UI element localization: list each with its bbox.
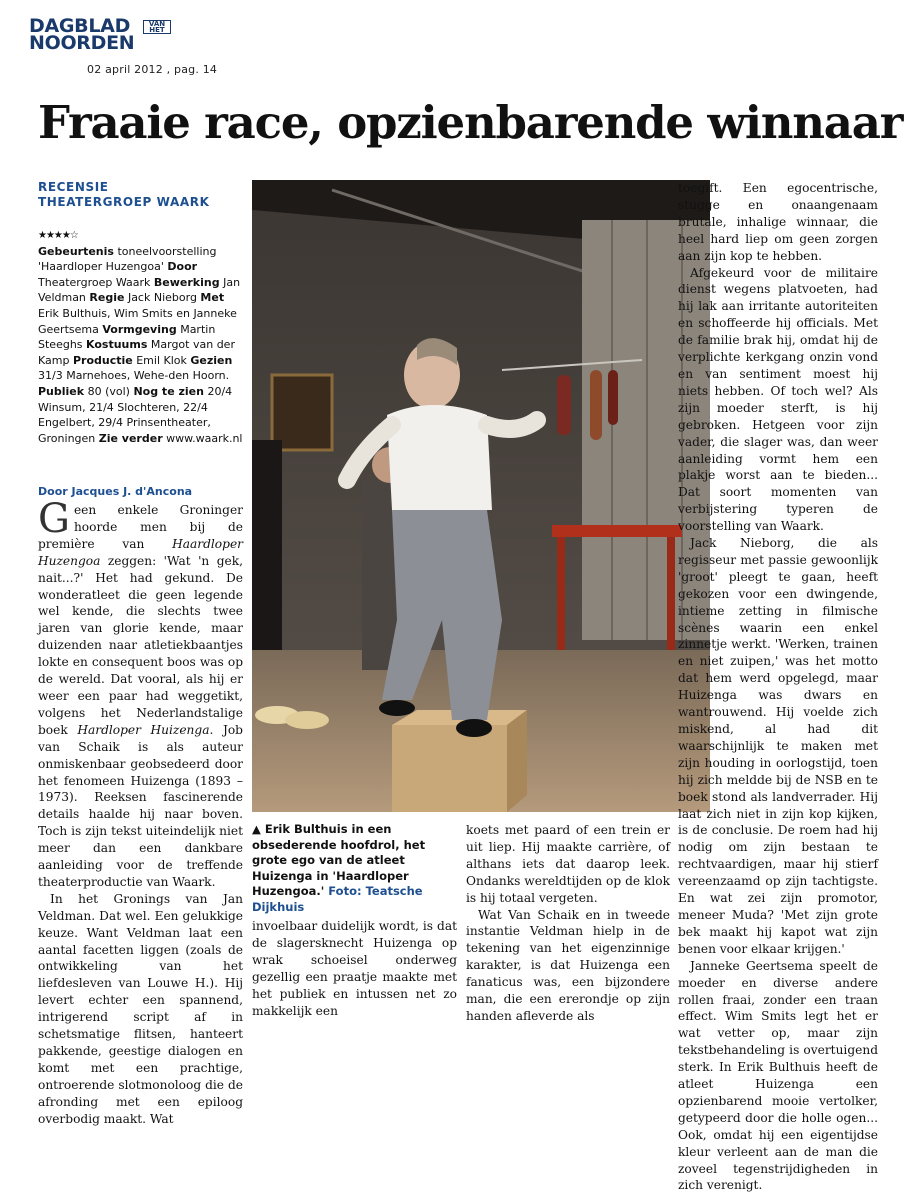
info-key: Gebeurtenis [38,244,114,258]
info-key: Met [200,291,225,305]
info-value: Erik Bulthuis, Wim Smits en Janneke Geertsema [38,306,237,336]
body-column-1 [38,496,243,1128]
info-key: Publiek [38,384,85,398]
info-key: Vormgeving [102,322,177,336]
body-column-4 [678,180,878,1194]
dateline: 02 april 2012 , pag. 14 [87,63,218,76]
caption-arrow: ▲ [252,822,265,836]
masthead-badge [143,20,171,34]
info-value: Theatergroep Waark [38,275,154,289]
info-key: Nog te zien [133,384,204,398]
info-value: 20/4 Winsum, 21/4 Slochteren, 22/4 Engelbert, 29/4 Prinsentheater, Groningen [38,384,233,445]
paragraph: Janneke Geertsema speelt de moeder en diverse andere rollen fraai, zonder een traan effect. Wim Smits legt het er wat vetter op, maar zijn tekstbehandeling is overtuigend sterk. In Erik Bulthuis heeft de atleet Huizenga een opzienbarend mooie vertolker, getypeerd door die holle ogen... Ook, omdat hij een eigentijdse kleur verleent aan de man die zoveel tegenstrijdigheden in zich verenigt. [678,958,878,1193]
info-value: Jan Veldman [38,275,241,305]
paragraph: koets met paard of een trein er uit liep. Hij maakte carrière, of althans iets dat daarop leek. Ondanks wereldtijden op de klok is hij totaal vergeten. [466,823,670,905]
text-run: een enkele Groninger hoorde men bij de première van [38,503,243,551]
info-key: Regie [89,291,125,305]
stage-photo [252,180,710,812]
kicker-line-2: THEATERGROEP WAARK [38,195,210,209]
paragraph: invoelbaar duidelijk wordt, is dat de slagersknecht Huizenga op wrak schoeisel onderweg gezellig een praatje maakte met het publiek en intussen net zo makkelijk een [252,919,457,1018]
info-key: Door [167,260,198,274]
byline: Door Jacques J. d'Ancona [38,485,193,498]
masthead-logo [29,15,166,54]
paragraph: Jack Nieborg, die als regisseur met passie gewoonlijk 'groot' pleegt te gaan, heeft gekozen voor een dwingende, intieme zetting in filmische scènes waarin een enkel zinnetje werkt. 'Werken, trainen en niet zuipen,' was het motto dat hem werd opgelegd, maar Huizenga was dwars en wantrouwend. Hij voelde zich miskend, al had dit waarschijnlijk te maken met zijn houding in oorlogstijd, toen hij zich meldde bij de NSB en te boek stond als landverrader. Hij laat zich niet in zijn kop kijken, is de conclusie. De roem had hij nodig om zijn bestaan te rechtvaardigen, maar hij stierf vereenzaamd op zijn tachtigste. En wat zei zijn promotor, meneer Muda? 'Met zijn grote bek maakt hij kapot wat zijn benen voor elkaar krijgen.' [678,536,878,956]
info-text [38,244,243,447]
badge-top: VAN [148,20,166,28]
photo-illustration [252,180,710,812]
info-key: Bewerking [153,275,220,289]
photo-caption [252,822,460,915]
paragraph: Afgekeurd voor de militaire dienst wegens platvoeten, had hij lak aan irritante autoriteiten en schoffeerde hij officials. Met de familie brak hij, omdat hij de verplichte kerkgang onzin vond en van sentiment moest hij niets hebben. Of toch wel? Als zijn moeder sterft, is hij gebroken. Hetgeen voor zijn vader, die slager was, dan weer aanleiding vormt hem een plakje worst aan te bieden... Dat soort momenten van verbijstering typeren de voorstelling van Waark. [678,265,878,534]
info-key: Productie [72,353,133,367]
italic-title: Haardloper Huzengoa [38,536,243,568]
kicker-line-1: RECENSIE [38,180,109,194]
body-column-3 [466,822,670,1025]
review-kicker [38,180,209,210]
photo-credit: Foto: Teatsche Dijkhuis [252,884,423,914]
headline: Fraaie race, opzienbarende winnaar [38,96,903,149]
badge-bottom: HET [149,26,165,34]
info-value: Martin Steeghs [38,322,216,352]
info-value: 80 (vol) [84,384,134,398]
paragraph [38,496,243,891]
italic-title: Hardloper Huizenga [77,722,210,737]
text-run: zeggen: 'Wat 'n gek, nait...?' Het had gekund. De wonderatleet die geen legende wel kende, die slechts twee jaren van glorie kende, maar duizenden naar atletiekbaantjes lokte en consequent boos was op de wereld. Dat vooral, als hij er weer een paar had weggetikt, volgens het Nederlandstalige boek [38,553,243,737]
info-value: Emil Klok [132,353,191,367]
info-key: Gezien [190,353,233,367]
drop-cap: G [38,496,70,542]
info-key: Kostuums [86,338,148,352]
paragraph: Wat Van Schaik en in tweede instantie Veldman hielp in de tekening van het eigenzinnige karakter, is dat Huizenga een fanaticus was, een bijzondere man, die een ererondje op zijn handen afleverde als [466,907,670,1023]
info-value: Jack Nieborg [124,291,201,305]
masthead-line-2: NOORDEN [29,32,135,54]
info-value: www.waark.nl [162,431,243,445]
rating-stars: ★★★★☆ [38,230,78,241]
info-value: 31/3 Marnehoes, Wehe-den Hoorn. [38,369,230,383]
caption-text: Erik Bulthuis in een obsederende hoofdrol, het grote ego van de atleet Huizenga in 'Haardloper Huzengoa.' [252,822,426,898]
paragraph: toegift. Een egocentrische, stugge en onaangenaam brutale, inhalige winnaar, die heel hard liep om geen zorgen aan zijn kop te hebben. [678,181,878,263]
masthead-line-1: DAGBLAD [29,15,131,37]
info-key: Zie verder [98,431,163,445]
info-value: toneelvoorstelling 'Haardloper Huzengoa' [38,244,217,274]
production-info [38,228,243,446]
info-value: Margot van der Kamp [38,338,235,367]
paragraph: In het Gronings van Jan Veldman. Dat wel. Een gelukkige keuze. Want Veldman laat een aantal facetten liggen (zoals de ontwikkeling van het liefdesleven van Louwe H.). Hij levert echter een spannend, intrigerend script af in schetsmatige flitsen, hanteert pakkende, geestige dialogen en komt met een prachtige, ontroerende slotmonoloog die de afronding met een epiloog overbodig maakt. Wat [38,891,243,1126]
text-run: . Job van Schaik is als auteur onmiskenbaar geobsedeerd door het fenomeen Huizenga (1893 – 1973). Reeksen fascinerende details haalde hij naar boven. Toch is zijn tekst uiteindelijk niet meer dan een dankbare aanleiding voor de treffende theaterproductie van Waark. [38,722,243,889]
body-column-2 [252,918,457,1019]
